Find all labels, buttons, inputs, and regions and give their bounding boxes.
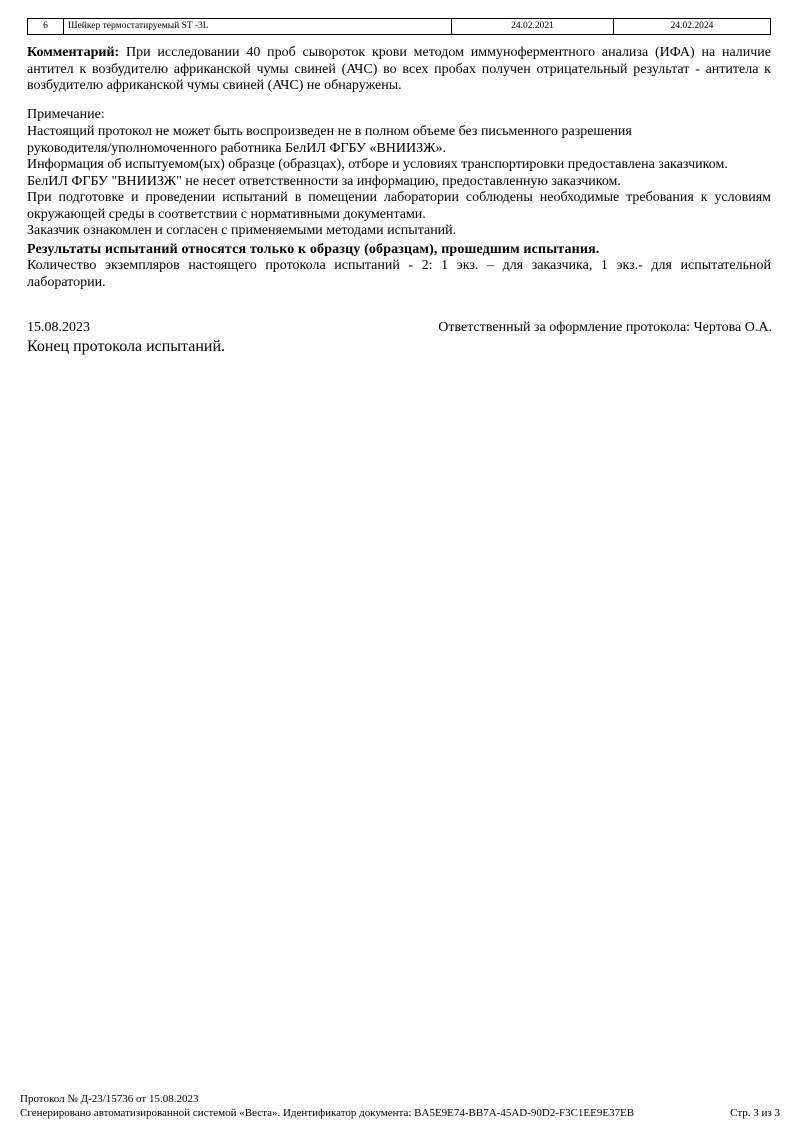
protocol-date: 15.08.2023 xyxy=(27,320,90,335)
equipment-name: Шейкер термостатируемый ST -3L xyxy=(64,19,452,35)
note-conditions: При подготовке и проведении испытаний в помещении лаборатории соблюдены необходимые требования к условиям окружающей среды в соответствии с нормативными документами. xyxy=(27,190,771,222)
note-info-line: Информация об испытуемом(ых) образце (образцах), отборе и условиях транспортировки предоставлена заказчиком. xyxy=(27,157,728,172)
note-title: Примечание: xyxy=(27,107,105,122)
equipment-table xyxy=(27,18,771,35)
page-number: Стр. 3 из 3 xyxy=(730,1107,780,1119)
table-row xyxy=(28,19,771,35)
equipment-number: 6 xyxy=(28,19,64,35)
comment-label: Комментарий: xyxy=(27,45,120,60)
end-of-protocol: Конец протокола испытаний. xyxy=(27,338,226,355)
copies-count: Количество экземпляров настоящего протокола испытаний - 2: 1 экз. – для заказчика, 1 экз.- для испытательной лаборатории. xyxy=(27,258,771,290)
comment-paragraph xyxy=(27,45,771,95)
note-reproduction-line: Настоящий протокол не может быть воспроизведен не в полном объеме без письменного разрешения xyxy=(27,124,632,139)
verification-date: 24.02.2021 xyxy=(452,19,614,35)
footer-generated-by: Сгенерировано автоматизированной системой «Веста». Идентификатор документа: BA5E9E74-BB7A-45AD-90D2-F3C1EE9E37EB xyxy=(20,1107,635,1119)
footer-protocol-number: Протокол № Д-23/15736 от 15.08.2023 xyxy=(20,1093,199,1105)
results-statement: Результаты испытаний относятся только к образцу (образцам), прошедшим испытания. xyxy=(27,242,600,257)
note-customer-agreement: Заказчик ознакомлен и согласен с применяемыми методами испытаний. xyxy=(27,223,457,238)
responsible-person: Ответственный за оформление протокола: Чертова О.А. xyxy=(438,320,772,335)
note-responsibility-line: БелИЛ ФГБУ "ВНИИЗЖ" не несет ответственности за информацию, предоставленную заказчиком. xyxy=(27,173,621,189)
comment-text: При исследовании 40 проб сывороток крови методом иммуноферментного анализа (ИФА) на наличие антител к возбудителю африканской чумы свиней (АЧС) во всех пробах получен отрицательный результат - антитела к возбудителю африканской чумы свиней (АЧС) не обнаружены. xyxy=(27,45,772,93)
note-reproduction-line-2: руководителя/уполномоченного работника БелИЛ ФГБУ «ВНИИЗЖ». xyxy=(27,140,446,156)
note-body xyxy=(27,124,771,240)
verification-valid-until: 24.02.2024 xyxy=(614,19,771,35)
